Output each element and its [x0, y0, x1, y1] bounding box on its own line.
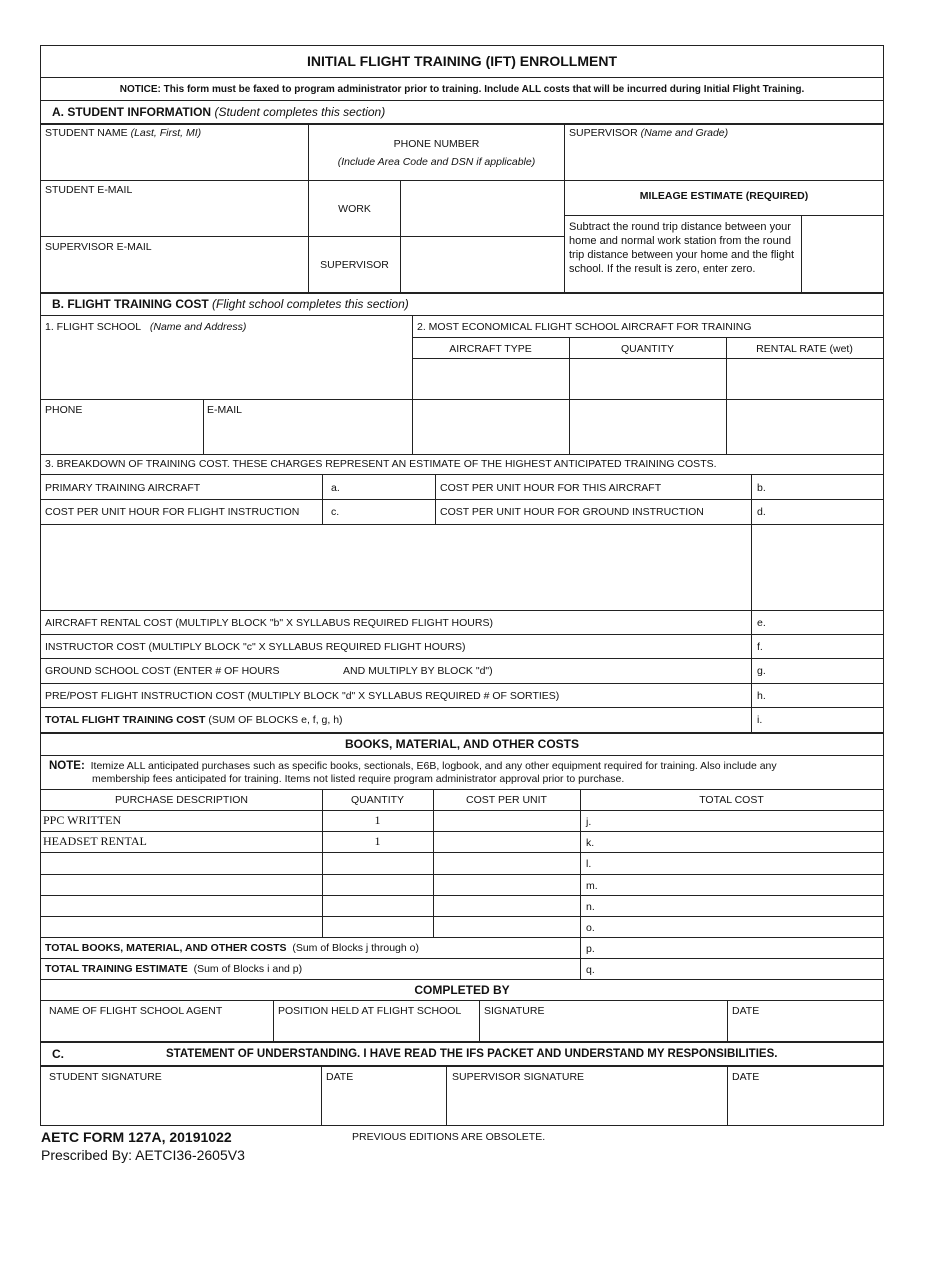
rental-rate-input-2[interactable]	[731, 418, 879, 440]
supervisor-phone-input[interactable]	[405, 252, 559, 276]
aircraft-label: 2. MOST ECONOMICAL FLIGHT SCHOOL AIRCRAFT FOR TRAINING	[417, 321, 752, 333]
divider	[41, 399, 883, 400]
total-cost-input-j[interactable]	[601, 813, 877, 829]
block-q-input[interactable]	[601, 961, 877, 977]
position-held-label: POSITION HELD AT FLIGHT SCHOOL	[278, 1005, 462, 1017]
quantity-header: QUANTITY	[350, 794, 405, 806]
divider	[41, 958, 883, 959]
cost-aircraft-label: COST PER UNIT HOUR FOR THIS AIRCRAFT	[440, 482, 662, 494]
block-p-label: p.	[586, 943, 595, 955]
block-d-label: d.	[757, 506, 766, 518]
total-training-estimate-label: TOTAL TRAINING ESTIMATE (Sum of Blocks i and p)	[45, 963, 303, 975]
student-email-input[interactable]	[47, 206, 302, 228]
section-b-subtitle: (Flight school completes this section)	[212, 297, 409, 311]
flight-school-label: 1. FLIGHT SCHOOL (Name and Address)	[45, 321, 247, 333]
aircraft-type-input-2[interactable]	[417, 418, 565, 440]
mileage-instructions: Subtract the round trip distance between your home and normal work station from the round trip distance between your home and the flight school. If the result is zero, enter zero.	[569, 221, 795, 275]
divider	[41, 524, 883, 525]
item-description[interactable]: HEADSET RENTAL	[43, 834, 147, 848]
supervisor-input[interactable]	[571, 150, 876, 172]
divider	[41, 634, 883, 635]
section-b-title: B. FLIGHT TRAINING COST	[52, 297, 209, 311]
ground-school-cost-label-2: AND MULTIPLY BY BLOCK "d")	[343, 665, 493, 677]
divider	[41, 499, 883, 500]
obsolete-notice: PREVIOUS EDITIONS ARE OBSOLETE.	[352, 1131, 546, 1143]
divider	[41, 454, 883, 455]
agent-signature-label: SIGNATURE	[484, 1005, 545, 1017]
cost-per-unit-header: COST PER UNIT	[466, 794, 547, 806]
divider	[433, 789, 434, 937]
student-name-input[interactable]	[47, 150, 302, 172]
divider	[41, 831, 883, 832]
divider	[41, 236, 564, 237]
block-c-label: c.	[331, 506, 340, 518]
block-n-label: n.	[586, 901, 595, 913]
supervisor-phone-label: SUPERVISOR	[320, 259, 389, 271]
ground-school-hours-input[interactable]	[281, 662, 339, 679]
student-name-label: STUDENT NAME (Last, First, MI)	[45, 127, 202, 139]
divider	[322, 789, 323, 937]
block-o-label: o.	[586, 922, 595, 934]
block-c-input[interactable]	[343, 503, 431, 521]
rental-rate-input-1[interactable]	[731, 368, 879, 390]
agent-date-input[interactable]	[732, 1021, 878, 1037]
cost-per-unit-input-k[interactable]	[438, 834, 576, 850]
divider	[41, 1000, 883, 1001]
divider	[41, 474, 883, 475]
books-note-line-2: membership fees anticipated for training. Items not listed require program administrator approval prior to purchase.	[92, 773, 625, 785]
divider	[41, 100, 883, 101]
email-label: E-MAIL	[207, 404, 243, 416]
divider	[412, 358, 883, 359]
divider	[564, 215, 883, 216]
block-e-input[interactable]	[771, 614, 879, 631]
books-note-line-1: NOTE: Itemize ALL anticipated purchases such as specific books, sectionals, E6B, logbook, and any other equipment required for training. Also include any	[49, 760, 777, 772]
divider	[412, 337, 883, 338]
section-a-subtitle: (Student completes this section)	[214, 105, 386, 119]
aircraft-quantity-header: QUANTITY	[620, 343, 675, 355]
block-i-input[interactable]	[771, 711, 879, 728]
form-id: AETC FORM 127A, 20191022	[41, 1129, 232, 1145]
student-signature-input[interactable]	[49, 1096, 315, 1116]
flight-school-input[interactable]	[47, 338, 409, 398]
item-quantity[interactable]: 1	[374, 834, 381, 848]
breakdown-notes-input[interactable]	[47, 530, 749, 608]
rental-rate-header: RENTAL RATE (wet)	[756, 343, 853, 355]
breakdown-label: 3. BREAKDOWN OF TRAINING COST. THESE CHARGES REPRESENT AN ESTIMATE OF THE HIGHEST ANTICIPATED TRAINING COSTS.	[45, 458, 717, 470]
divider	[727, 1066, 728, 1126]
divider	[41, 937, 883, 938]
divider	[41, 707, 883, 708]
total-books-label: TOTAL BOOKS, MATERIAL, AND OTHER COSTS (Sum of Blocks j through o)	[45, 942, 419, 954]
divider	[41, 610, 883, 611]
block-q-label: q.	[586, 964, 595, 976]
supervisor-label: SUPERVISOR (Name and Grade)	[569, 127, 729, 139]
agent-signature-input[interactable]	[484, 1021, 722, 1037]
item-quantity[interactable]: 1	[374, 813, 381, 827]
supervisor-email-input[interactable]	[47, 262, 302, 284]
divider	[273, 1000, 274, 1041]
pre-post-flight-cost-label: PRE/POST FLIGHT INSTRUCTION COST (MULTIPLY BLOCK "d" X SYLLABUS REQUIRED # OF SORTIES)	[45, 690, 560, 702]
divider	[727, 1000, 728, 1041]
section-b-header	[52, 297, 409, 312]
item-description[interactable]: PPC WRITTEN	[43, 813, 122, 827]
flight-school-agent-input[interactable]	[49, 1021, 267, 1037]
section-c-letter: C.	[52, 1047, 64, 1061]
work-phone-label: WORK	[338, 203, 371, 215]
divider	[41, 180, 883, 181]
block-l-label: l.	[586, 858, 592, 870]
supervisor-email-label: SUPERVISOR E-MAIL	[45, 241, 152, 253]
student-signature-label: STUDENT SIGNATURE	[49, 1071, 162, 1083]
divider	[41, 658, 883, 659]
divider	[41, 789, 883, 790]
phone-label: PHONE	[45, 404, 83, 416]
divider	[580, 789, 581, 979]
mileage-input[interactable]	[805, 244, 879, 268]
block-e-label: e.	[757, 617, 766, 629]
agent-date-label: DATE	[732, 1005, 760, 1017]
block-i-label: i.	[757, 714, 763, 726]
block-g-label: g.	[757, 665, 766, 677]
divider	[41, 683, 883, 684]
supervisor-signature-label: SUPERVISOR SIGNATURE	[452, 1071, 585, 1083]
school-email-input[interactable]	[209, 424, 406, 446]
total-cost-input-k[interactable]	[601, 834, 877, 850]
divider	[321, 1066, 322, 1126]
cost-per-unit-input-j[interactable]	[438, 813, 576, 829]
divider	[41, 979, 883, 980]
mileage-title: MILEAGE ESTIMATE (REQUIRED)	[639, 190, 809, 202]
divider	[446, 1066, 447, 1126]
position-held-input[interactable]	[278, 1021, 474, 1037]
block-h-label: h.	[757, 690, 766, 702]
divider	[41, 123, 883, 125]
block-m-label: m.	[586, 880, 598, 892]
block-d-input[interactable]	[771, 503, 879, 521]
divider	[41, 852, 883, 853]
divider	[41, 755, 883, 756]
section-a-title: A. STUDENT INFORMATION	[52, 105, 212, 119]
divider	[801, 215, 802, 293]
school-phone-input[interactable]	[47, 424, 197, 446]
total-cost-header: TOTAL COST	[699, 794, 764, 806]
divider	[41, 77, 883, 78]
aircraft-type-header: AIRCRAFT TYPE	[449, 343, 532, 355]
divider	[41, 895, 883, 896]
primary-aircraft-label: PRIMARY TRAINING AIRCRAFT	[45, 482, 201, 494]
divider	[564, 124, 565, 293]
prescribed-by: Prescribed By: AETCI36-2605V3	[41, 1147, 245, 1163]
statement-of-understanding: STATEMENT OF UNDERSTANDING. I HAVE READ THE IFS PACKET AND UNDERSTAND MY RESPONSIBILITIES.	[166, 1048, 778, 1060]
aircraft-quantity-input-1[interactable]	[574, 368, 722, 390]
instructor-cost-label: INSTRUCTOR COST (MULTIPLY BLOCK "c" X SYLLABUS REQUIRED FLIGHT HOURS)	[45, 641, 466, 653]
student-email-label: STUDENT E-MAIL	[45, 184, 133, 196]
divider	[41, 1041, 883, 1043]
block-b-input[interactable]	[771, 478, 879, 496]
books-title: BOOKS, MATERIAL, AND OTHER COSTS	[345, 737, 579, 751]
divider	[751, 474, 752, 732]
block-a-input[interactable]	[343, 478, 431, 496]
block-j-label: j.	[586, 816, 592, 828]
block-f-input[interactable]	[771, 638, 879, 655]
divider	[41, 810, 883, 811]
divider	[41, 732, 883, 734]
aircraft-quantity-input-2[interactable]	[574, 418, 722, 440]
aircraft-rental-cost-label: AIRCRAFT RENTAL COST (MULTIPLY BLOCK "b" X SYLLABUS REQUIRED FLIGHT HOURS)	[45, 617, 493, 629]
purchase-description-header: PURCHASE DESCRIPTION	[114, 794, 249, 806]
divider	[41, 1065, 883, 1067]
supervisor-date-label: DATE	[732, 1071, 760, 1083]
phone-number-label: PHONE NUMBER	[393, 138, 480, 150]
block-a-label: a.	[331, 482, 340, 494]
divider	[41, 315, 883, 316]
total-flight-training-cost-label: TOTAL FLIGHT TRAINING COST (SUM OF BLOCKS e, f, g, h)	[45, 714, 343, 726]
block-h-input[interactable]	[771, 687, 879, 704]
block-b-label: b.	[757, 482, 766, 494]
block-k-label: k.	[586, 837, 595, 849]
phone-number-hint: (Include Area Code and DSN if applicable)	[337, 156, 536, 168]
supervisor-date-input[interactable]	[732, 1096, 878, 1116]
divider	[41, 874, 883, 875]
divider	[203, 399, 204, 454]
enrollment-form	[40, 45, 884, 1126]
block-f-label: f.	[757, 641, 763, 653]
divider	[41, 916, 883, 917]
notice-text: NOTICE: This form must be faxed to program administrator prior to training. Include ALL costs that will be incurred during Initial Flight Training.	[119, 84, 805, 95]
divider	[41, 292, 883, 294]
divider	[479, 1000, 480, 1041]
work-phone-input[interactable]	[405, 196, 559, 220]
form-title: INITIAL FLIGHT TRAINING (IFT) ENROLLMENT	[306, 53, 618, 69]
cost-flight-instruction-label: COST PER UNIT HOUR FOR FLIGHT INSTRUCTION	[45, 506, 300, 518]
student-date-label: DATE	[326, 1071, 354, 1083]
cost-ground-instruction-label: COST PER UNIT HOUR FOR GROUND INSTRUCTION	[440, 506, 704, 518]
supervisor-signature-input[interactable]	[452, 1096, 722, 1116]
block-p-input[interactable]	[601, 940, 877, 956]
aircraft-type-input-1[interactable]	[417, 368, 565, 390]
student-date-input[interactable]	[326, 1096, 441, 1116]
completed-by-title: COMPLETED BY	[414, 983, 510, 997]
block-g-input[interactable]	[771, 662, 879, 679]
flight-school-agent-label: NAME OF FLIGHT SCHOOL AGENT	[49, 1005, 223, 1017]
ground-school-cost-label: GROUND SCHOOL COST (ENTER # OF HOURS	[45, 665, 280, 677]
section-a-header	[52, 105, 385, 120]
